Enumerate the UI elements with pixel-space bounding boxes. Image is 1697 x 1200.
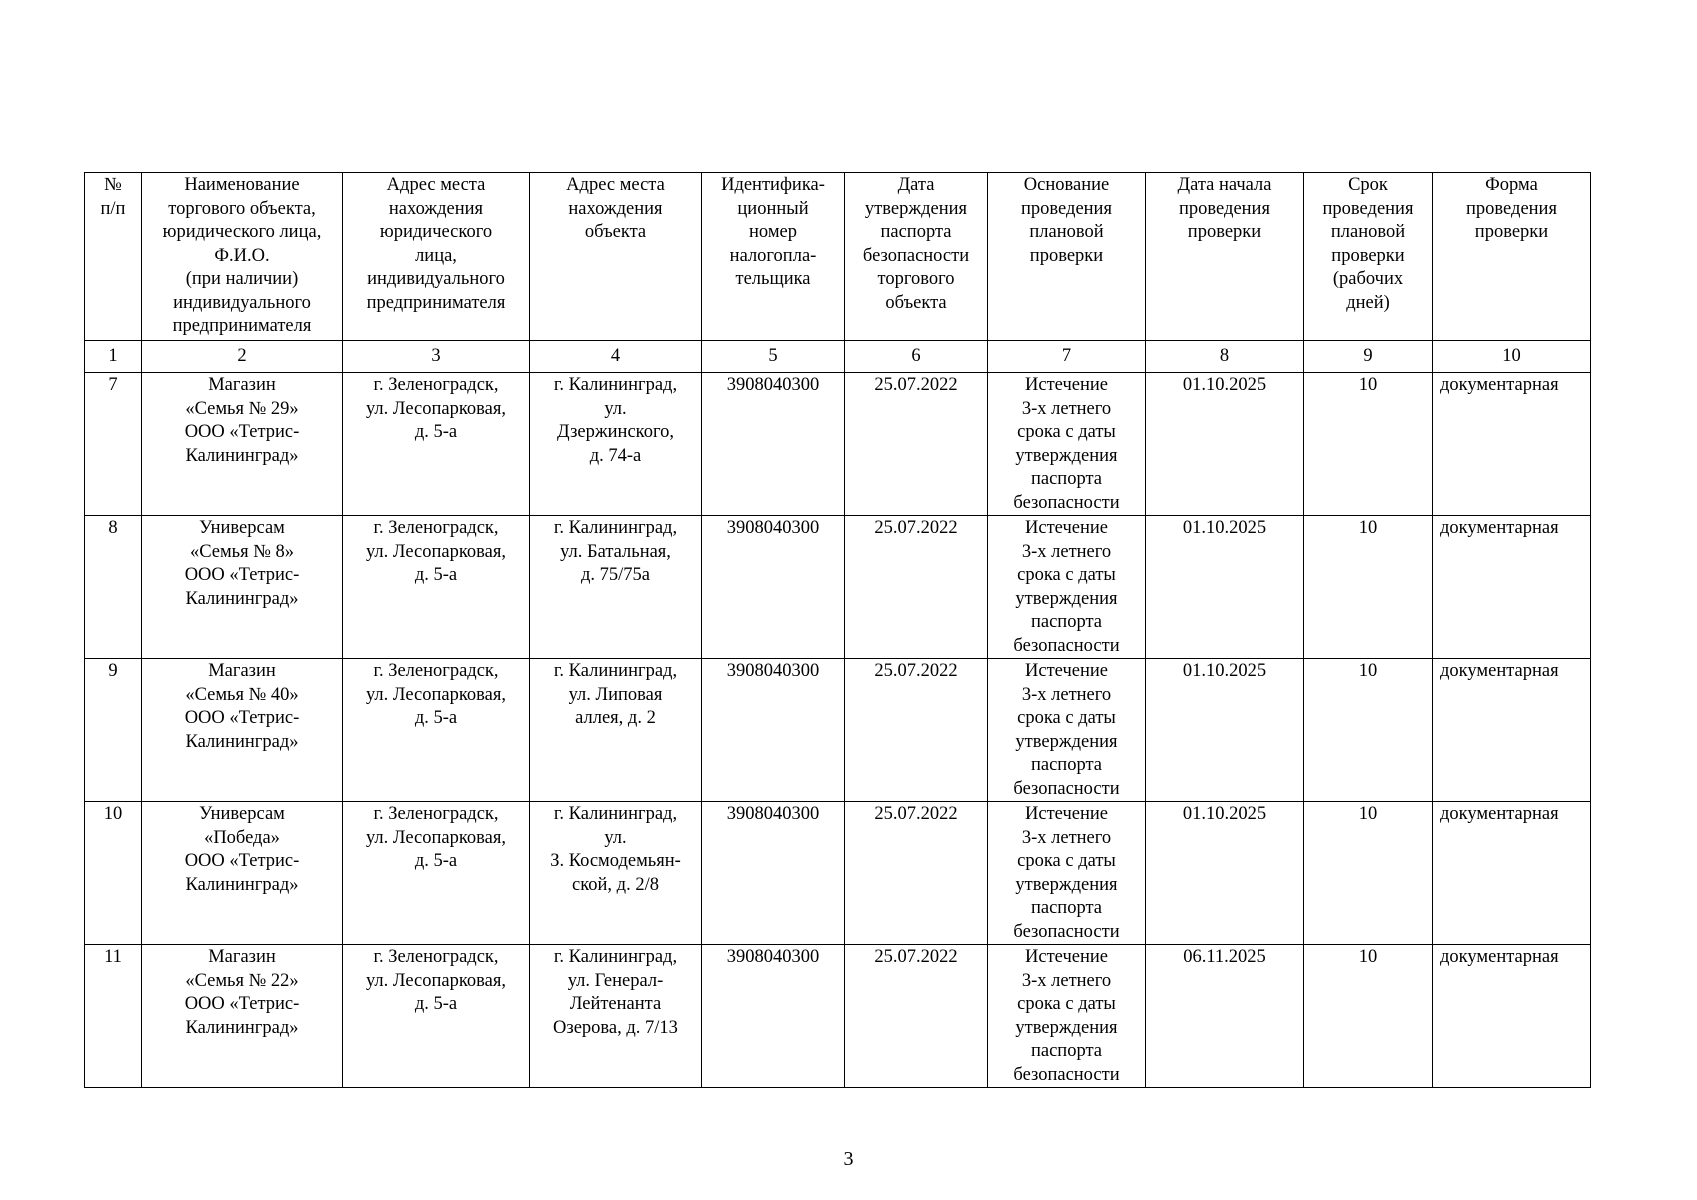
cell-text-line: Форма [1485,175,1538,195]
cell-text-line: предпринимателя [172,316,312,336]
form-cell: документарная [1433,373,1591,516]
cell-text-line: срока с даты [1017,708,1116,728]
cell-text-line: № [104,175,122,195]
cell-text-line: индивидуального [367,269,505,289]
cell-text-line: утверждения [1015,874,1118,895]
cell-text-line: лица, [415,245,457,266]
cell-text-line: торгового [877,269,955,289]
cell-text-line: (при наличии) [185,269,299,289]
column-number-cell: 5 [702,341,845,373]
cell-text-line: объекта [584,222,647,242]
inn-cell: 3908040300 [702,659,845,802]
cell-text-line: «Семья № 29» [185,398,299,419]
cell-text-line: д. 74-а [589,445,642,466]
cell-text-line: Калининград» [185,588,299,609]
cell-text-line: Универсам [199,518,285,538]
passport-date-cell: 25.07.2022 [845,516,988,659]
cell-text-line: г. Калининград, [553,804,678,824]
cell-text-line: ул. Липовая [568,684,663,705]
passport-date-cell: 25.07.2022 [845,802,988,945]
cell-text-line: проведения [1021,198,1112,219]
cell-text-line: паспорта [1030,469,1102,489]
cell-text-line: проверки [1029,245,1104,266]
cell-text-line: Ф.И.О. [214,245,270,266]
cell-text-line: паспорта [1030,755,1102,775]
cell-text-line: 3-х летнего [1021,398,1112,419]
cell-text-line: ской, д. 2/8 [572,874,659,895]
object-address-cell [530,659,702,802]
cell-text-line: безопасности [1013,778,1120,799]
cell-text-line: г. Калининград, [553,947,678,967]
row-number-cell: 11 [85,945,142,1088]
basis-cell [988,802,1146,945]
object-address-cell [530,373,702,516]
page-number: 3 [843,1148,854,1170]
header-cell [1304,173,1433,341]
cell-text-line: срока с даты [1017,994,1116,1014]
cell-text-line: Калининград» [185,1017,299,1038]
cell-text-line: д. 5-а [414,565,458,585]
cell-text-line: г. Калининград, [553,375,678,395]
cell-text-line: Лейтенанта [569,994,662,1014]
cell-text-line: Калининград» [185,731,299,752]
cell-text-line: 3-х летнего [1021,684,1112,705]
cell-text-line: проведения [1466,198,1557,219]
duration-cell: 10 [1304,516,1433,659]
column-number-cell: 2 [142,341,343,373]
cell-text-line: объекта [885,292,947,313]
header-cell [530,173,702,341]
duration-cell: 10 [1304,802,1433,945]
header-cell [142,173,343,341]
table-row [85,659,1591,802]
cell-text-line: срока с даты [1017,565,1116,585]
table-row [85,373,1591,516]
cell-text-line: 3-х летнего [1021,827,1112,848]
cell-text-line: безопасности [1013,1064,1120,1085]
basis-cell [988,945,1146,1088]
start-date-cell: 01.10.2025 [1146,659,1304,802]
cell-text-line: «Семья № 22» [185,970,299,991]
column-number-cell: 4 [530,341,702,373]
cell-text-line: паспорта [1030,898,1102,918]
cell-text-line: Дата начала [1177,175,1272,195]
cell-text-line: ООО «Тетрис- [184,851,300,871]
cell-text-line: тельщика [735,269,811,289]
cell-text-line: д. 75/75а [580,565,650,585]
cell-text-line: проверки [1187,222,1262,242]
start-date-cell: 01.10.2025 [1146,516,1304,659]
cell-text-line: д. 5-а [414,422,458,442]
cell-text-line: Истечение [1025,375,1108,395]
object-name-cell [142,373,343,516]
cell-text-line: предпринимателя [366,292,506,313]
cell-text-line: г. Зеленоградск, [373,375,499,395]
cell-text-line: утверждения [864,198,968,219]
cell-text-line: ул. [604,827,627,848]
cell-text-line: г. Зеленоградск, [373,947,499,967]
header-cell [343,173,530,341]
cell-text-line: Калининград» [185,445,299,466]
column-number-cell: 3 [343,341,530,373]
cell-text-line: Озерова, д. 7/13 [553,1017,678,1038]
cell-text-line: проведения [1322,198,1414,219]
cell-text-line: г. Зеленоградск, [373,661,499,681]
legal-address-cell [343,373,530,516]
cell-text-line: утверждения [1015,588,1118,609]
object-address-cell [530,945,702,1088]
cell-text-line: г. Зеленоградск, [373,518,499,538]
form-cell: документарная [1433,945,1591,1088]
cell-text-line: 3-х летнего [1021,541,1112,562]
cell-text-line: ООО «Тетрис- [184,422,300,442]
cell-text-line: Истечение [1025,518,1108,538]
object-name-cell [142,659,343,802]
table-row [85,802,1591,945]
cell-text-line: проведения [1179,198,1270,219]
cell-text-line: Идентифика- [721,175,825,195]
form-cell: документарная [1433,659,1591,802]
cell-text-line: д. 5-а [414,994,458,1014]
cell-text-line: плановой [1330,222,1406,242]
cell-text-line: безопасности [862,245,970,266]
cell-text-line: юридического [379,222,493,242]
cell-text-line: г. Зеленоградск, [373,804,499,824]
cell-text-line: юридического лица, [162,222,322,242]
cell-text-line: г. Калининград, [553,661,678,681]
cell-text-line: Основание [1023,175,1110,195]
cell-text-line: ул. Лесопарковая, [366,970,506,991]
cell-text-line: Дата [897,175,935,195]
column-number-cell: 7 [988,341,1146,373]
cell-text-line: (рабочих [1332,269,1404,289]
cell-text-line: утверждения [1015,731,1118,752]
legal-address-cell [343,659,530,802]
legal-address-cell [343,945,530,1088]
cell-text-line: безопасности [1013,492,1120,513]
object-name-cell [142,802,343,945]
cell-text-line: «Семья № 8» [189,541,295,562]
header-cell [845,173,988,341]
row-number-cell: 9 [85,659,142,802]
cell-text-line: ционный [737,198,809,219]
header-cell [702,173,845,341]
cell-text-line: 3-х летнего [1021,970,1112,991]
start-date-cell: 06.11.2025 [1146,945,1304,1088]
cell-text-line: ул. Лесопарковая, [366,541,506,562]
column-number-cell: 6 [845,341,988,373]
cell-text-line: проверки [1331,245,1405,266]
column-number-cell: 10 [1433,341,1591,373]
form-cell: документарная [1433,802,1591,945]
duration-cell: 10 [1304,945,1433,1088]
table-body [85,373,1591,1088]
inn-cell: 3908040300 [702,516,845,659]
cell-text-line: нахождения [388,198,484,219]
cell-text-line: З. Космодемьян- [550,851,681,871]
cell-text-line: ул. [604,398,627,419]
header-cell [1146,173,1304,341]
cell-text-line: «Победа» [204,827,280,848]
cell-text-line: утверждения [1015,1017,1118,1038]
cell-text-line: Адрес места [566,175,665,195]
cell-text-line: г. Калининград, [553,518,678,538]
inspection-plan-table [84,172,1591,1088]
passport-date-cell: 25.07.2022 [845,945,988,1088]
cell-text-line: срока с даты [1017,422,1116,442]
cell-text-line: паспорта [880,222,952,242]
cell-text-line: нахождения [568,198,663,219]
cell-text-line: ул. Лесопарковая, [366,398,506,419]
cell-text-line: Магазин [208,375,276,395]
cell-text-line: Истечение [1025,804,1108,824]
header-cell [85,173,142,341]
header-cell [988,173,1146,341]
legal-address-cell [343,516,530,659]
inn-cell: 3908040300 [702,802,845,945]
cell-text-line: п/п [100,198,126,219]
cell-text-line: паспорта [1030,1041,1102,1061]
cell-text-line: паспорта [1030,612,1102,632]
duration-cell: 10 [1304,659,1433,802]
passport-date-cell: 25.07.2022 [845,373,988,516]
cell-text-line: ул. Генерал- [567,970,664,991]
form-cell: документарная [1433,516,1591,659]
cell-text-line: Наименование [184,175,300,195]
object-name-cell [142,945,343,1088]
cell-text-line: Истечение [1025,947,1108,967]
column-number-row [85,341,1591,373]
row-number-cell: 7 [85,373,142,516]
column-number-cell: 9 [1304,341,1433,373]
cell-text-line: безопасности [1013,921,1120,942]
table-row [85,945,1591,1088]
inn-cell: 3908040300 [702,373,845,516]
cell-text-line: безопасности [1013,635,1120,656]
object-address-cell [530,802,702,945]
table-header-row [85,173,1591,341]
basis-cell [988,659,1146,802]
cell-text-line: проверки [1474,222,1549,242]
cell-text-line: торгового объекта, [168,198,316,219]
cell-text-line: срока с даты [1017,851,1116,871]
table-row [85,516,1591,659]
cell-text-line: плановой [1029,222,1104,242]
cell-text-line: Адрес места [386,175,486,195]
legal-address-cell [343,802,530,945]
basis-cell [988,373,1146,516]
column-number-cell: 8 [1146,341,1304,373]
start-date-cell: 01.10.2025 [1146,373,1304,516]
cell-text-line: Истечение [1025,661,1108,681]
cell-text-line: ООО «Тетрис- [184,565,300,585]
cell-text-line: Калининград» [185,874,299,895]
row-number-cell: 8 [85,516,142,659]
cell-text-line: д. 5-а [414,851,458,871]
start-date-cell: 01.10.2025 [1146,802,1304,945]
cell-text-line: ул. Батальная, [560,541,671,562]
cell-text-line: «Семья № 40» [185,684,299,705]
cell-text-line: аллея, д. 2 [575,708,656,728]
cell-text-line: ул. Лесопарковая, [366,827,506,848]
row-number-cell: 10 [85,802,142,945]
inn-cell: 3908040300 [702,945,845,1088]
duration-cell: 10 [1304,373,1433,516]
cell-text-line: Магазин [208,661,276,681]
cell-text-line: номер [749,222,797,242]
cell-text-line: ООО «Тетрис- [184,708,300,728]
cell-text-line: Срок [1348,175,1388,195]
cell-text-line: дней) [1346,292,1390,313]
object-name-cell [142,516,343,659]
header-cell [1433,173,1591,341]
basis-cell [988,516,1146,659]
cell-text-line: ООО «Тетрис- [184,994,300,1014]
cell-text-line: налогопла- [729,245,817,266]
object-address-cell [530,516,702,659]
cell-text-line: д. 5-а [414,708,458,728]
cell-text-line: ул. Лесопарковая, [366,684,506,705]
cell-text-line: утверждения [1015,445,1118,466]
column-number-cell: 1 [85,341,142,373]
cell-text-line: индивидуального [173,292,311,313]
cell-text-line: Универсам [199,804,285,824]
cell-text-line: Магазин [208,947,276,967]
cell-text-line: Дзержинского, [557,422,674,442]
passport-date-cell: 25.07.2022 [845,659,988,802]
